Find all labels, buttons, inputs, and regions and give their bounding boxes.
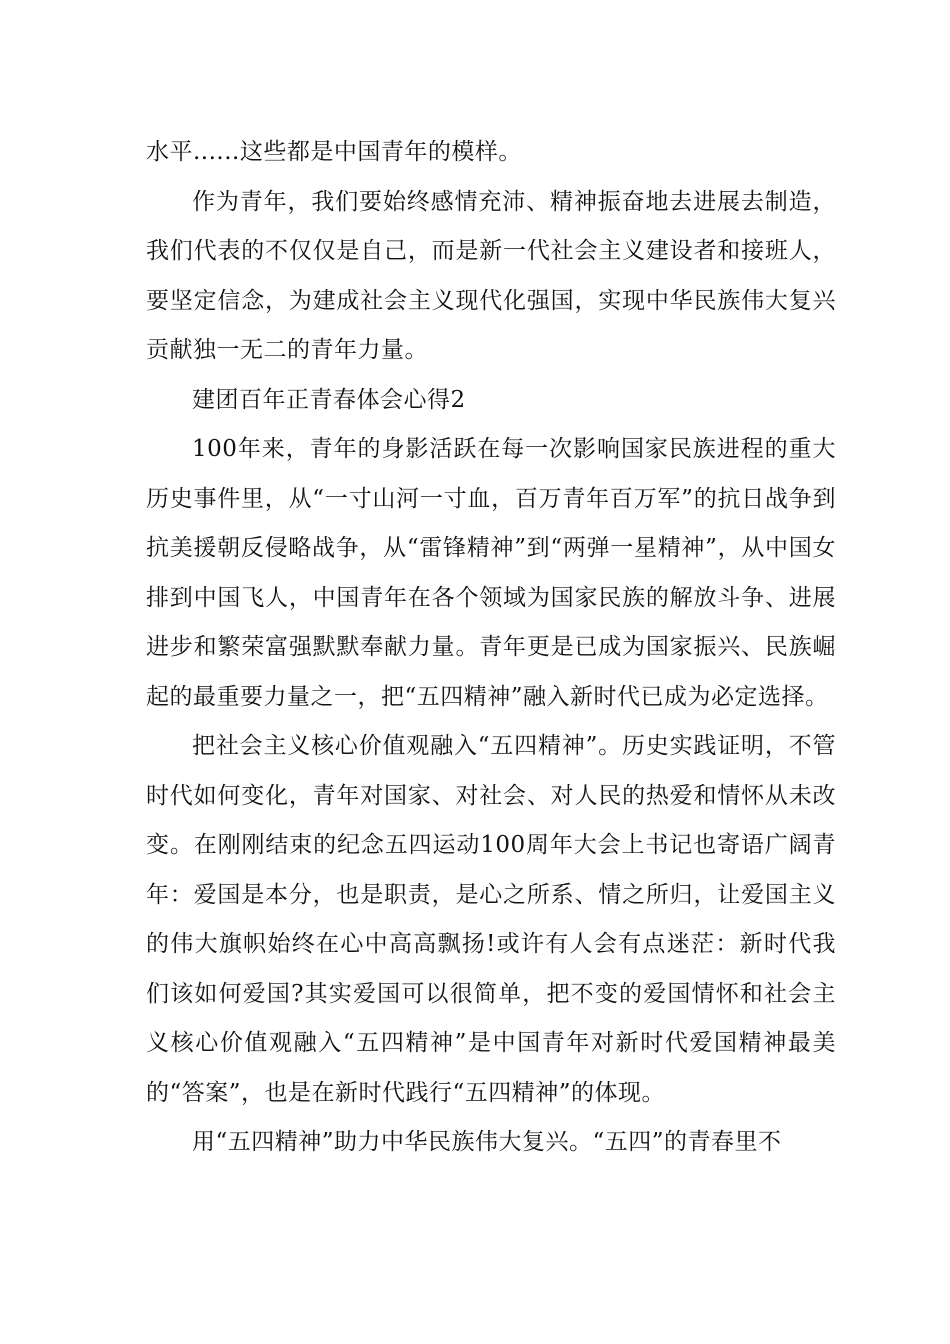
paragraph: 作为青年，我们要始终感情充沛、精神振奋地去进展去制造，我们代表的不仅仅是自己，而是新一代社会主义建设者和接班人，要坚定信念，为建成社会主义现代化强国，实现中华民族伟大复兴贡献独一无二的青年力量。	[146, 188, 836, 363]
section-heading: 建团百年正青春体会心得2	[192, 386, 466, 413]
document-body	[146, 128, 836, 1168]
paragraph: 100年来，青年的身影活跃在每一次影响国家民族进程的重大历史事件里，从“一寸山河一寸血，百万青年百万军”的抗日战争到抗美援朝反侵略战争，从“雷锋精神”到“两弹一星精神”，从中国女排到中国飞人，中国青年在各个领域为国家民族的解放斗争、进展进步和繁荣富强默默奉献力量。青年更是已成为国家振兴、民族崛起的最重要力量之一，把“五四精神”融入新时代已成为必定选择。	[146, 436, 836, 710]
paragraph-truncated: 用“五四精神”助力中华民族伟大复兴。“五四”的青春里不	[192, 1129, 782, 1155]
paragraph-continuation: 水平......这些都是中国青年的模样。	[146, 139, 522, 165]
paragraph: 把社会主义核心价值观融入“五四精神”。历史实践证明，不管时代如何变化，青年对国家、对社会、对人民的热爱和情怀从未改变。在刚刚结束的纪念五四运动100周年大会上书记也寄语广阔青年：爱国是本分，也是职责，是心之所系、情之所归，让爱国主义的伟大旗帜始终在心中高高飘扬!或许有人会有点迷茫：新时代我们该如何爱国?其实爱国可以很简单，把不变的爱国情怀和社会主义核心价值观融入“五四精神”是中国青年对新时代爱国精神最美的“答案”，也是在新时代践行“五四精神”的体现。	[146, 733, 836, 1106]
